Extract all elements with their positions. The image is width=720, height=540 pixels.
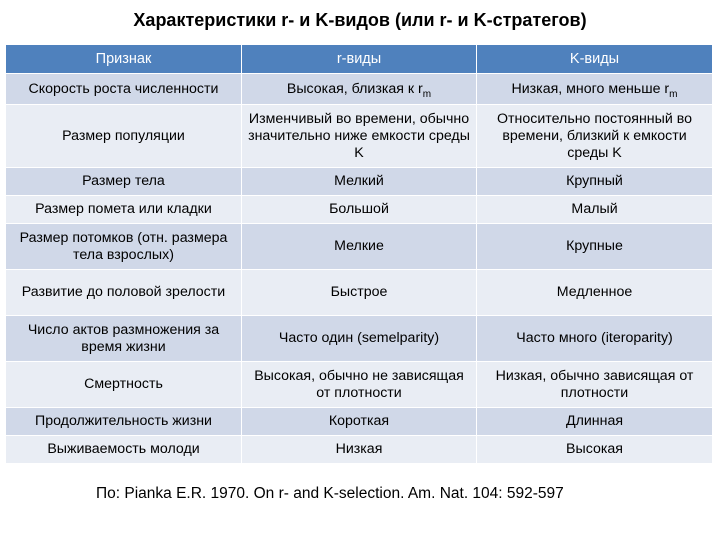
cell-trait-text: Скорость роста численности [28,80,219,97]
cell-trait [6,362,242,408]
table-row [6,168,713,196]
cell-r-species [242,168,477,196]
cell-k-species-text: Низкая, много меньше r [511,80,670,97]
cell-trait-text: Выживаемость молоди [47,441,200,457]
header-r-species: r-виды [242,45,477,74]
slide-title: Характеристики r- и K-видов (или r- и K-стратегов) [133,10,587,30]
cell-trait-text: Размер потомков (отн. размера тела взрослых) [19,229,228,263]
cell-k-species [477,362,713,408]
cell-trait [6,408,242,436]
cell-k-species-text: Медленное [556,284,633,300]
cell-k-species-text: Малый [571,201,618,217]
characteristics-table [5,44,713,464]
cell-trait [6,270,242,316]
cell-k-species [477,270,713,316]
cell-r-species [242,105,477,168]
cell-trait-text: Смертность [84,376,163,392]
cell-r-species-text: Короткая [328,413,390,429]
header-trait: Признак [6,45,242,74]
cell-r-species-text: Высокая, обычно не зависящая от плотности [254,367,464,401]
cell-trait-text: Число актов размножения за время жизни [27,321,220,355]
cell-trait-text: Развитие до половой зрелости [21,284,226,300]
cell-trait [6,105,242,168]
cell-r-species-text: Часто один (semelparity) [278,330,440,346]
table-row [6,196,713,224]
cell-k-species-text: Относительно постоянный во времени, близкий к емкости среды K [497,110,692,161]
cell-r-species [242,196,477,224]
cell-r-species-text: Высокая, близкая к r [286,80,423,97]
cell-r-species [242,436,477,464]
table-row [6,436,713,464]
table-row [6,270,713,316]
cell-r-species-text: Мелкие [334,238,384,254]
cell-r-species [242,362,477,408]
cell-k-species [477,316,713,362]
cell-trait [6,74,242,105]
cell-r-species-text: Большой [329,201,389,217]
cell-k-species [477,196,713,224]
cell-trait-text: Продолжительность жизни [35,413,212,429]
cell-trait [6,168,242,196]
table-body [6,74,713,464]
cell-k-species-text: Часто много (iteroparity) [516,330,673,346]
table-row [6,408,713,436]
cell-r-species [242,316,477,362]
cell-trait [6,224,242,270]
table-row [6,224,713,270]
cell-k-species-text: Длинная [565,413,624,429]
cell-k-species-subscript: m [669,88,678,100]
cell-r-species [242,74,477,105]
table-row [6,362,713,408]
cell-r-species [242,270,477,316]
cell-k-species [477,74,713,105]
cell-r-species [242,224,477,270]
cell-r-species [242,408,477,436]
cell-trait-text: Размер популяции [62,127,185,144]
cell-k-species [477,168,713,196]
cell-k-species [477,436,713,464]
citation: По: Pianka E.R. 1970. On r- and K-selection. Am. Nat. 104: 592-597 [96,485,564,502]
cell-k-species-text: Крупные [566,238,623,254]
cell-k-species-text: Низкая, обычно зависящая от плотности [495,367,694,401]
cell-r-species-subscript: m [422,88,432,100]
cell-r-species-text: Мелкий [334,173,384,189]
header-k-species: K-виды [477,45,713,74]
table-row [6,74,713,105]
cell-r-species-text: Изменчивый во времени, обычно значительно ниже емкости среды K [248,110,470,161]
cell-trait [6,196,242,224]
cell-r-species-text: Низкая [335,441,383,457]
cell-trait [6,316,242,362]
table-row [6,105,713,168]
cell-trait-text: Размер помета или кладки [35,201,212,217]
cell-k-species [477,105,713,168]
cell-r-species-text: Быстрое [330,284,388,300]
table-header-row [6,45,713,74]
cell-k-species-text: Крупный [566,173,623,189]
table-row [6,316,713,362]
cell-trait-text: Размер тела [82,173,165,189]
cell-k-species-text: Высокая [566,441,623,457]
cell-k-species [477,224,713,270]
cell-k-species [477,408,713,436]
cell-trait [6,436,242,464]
